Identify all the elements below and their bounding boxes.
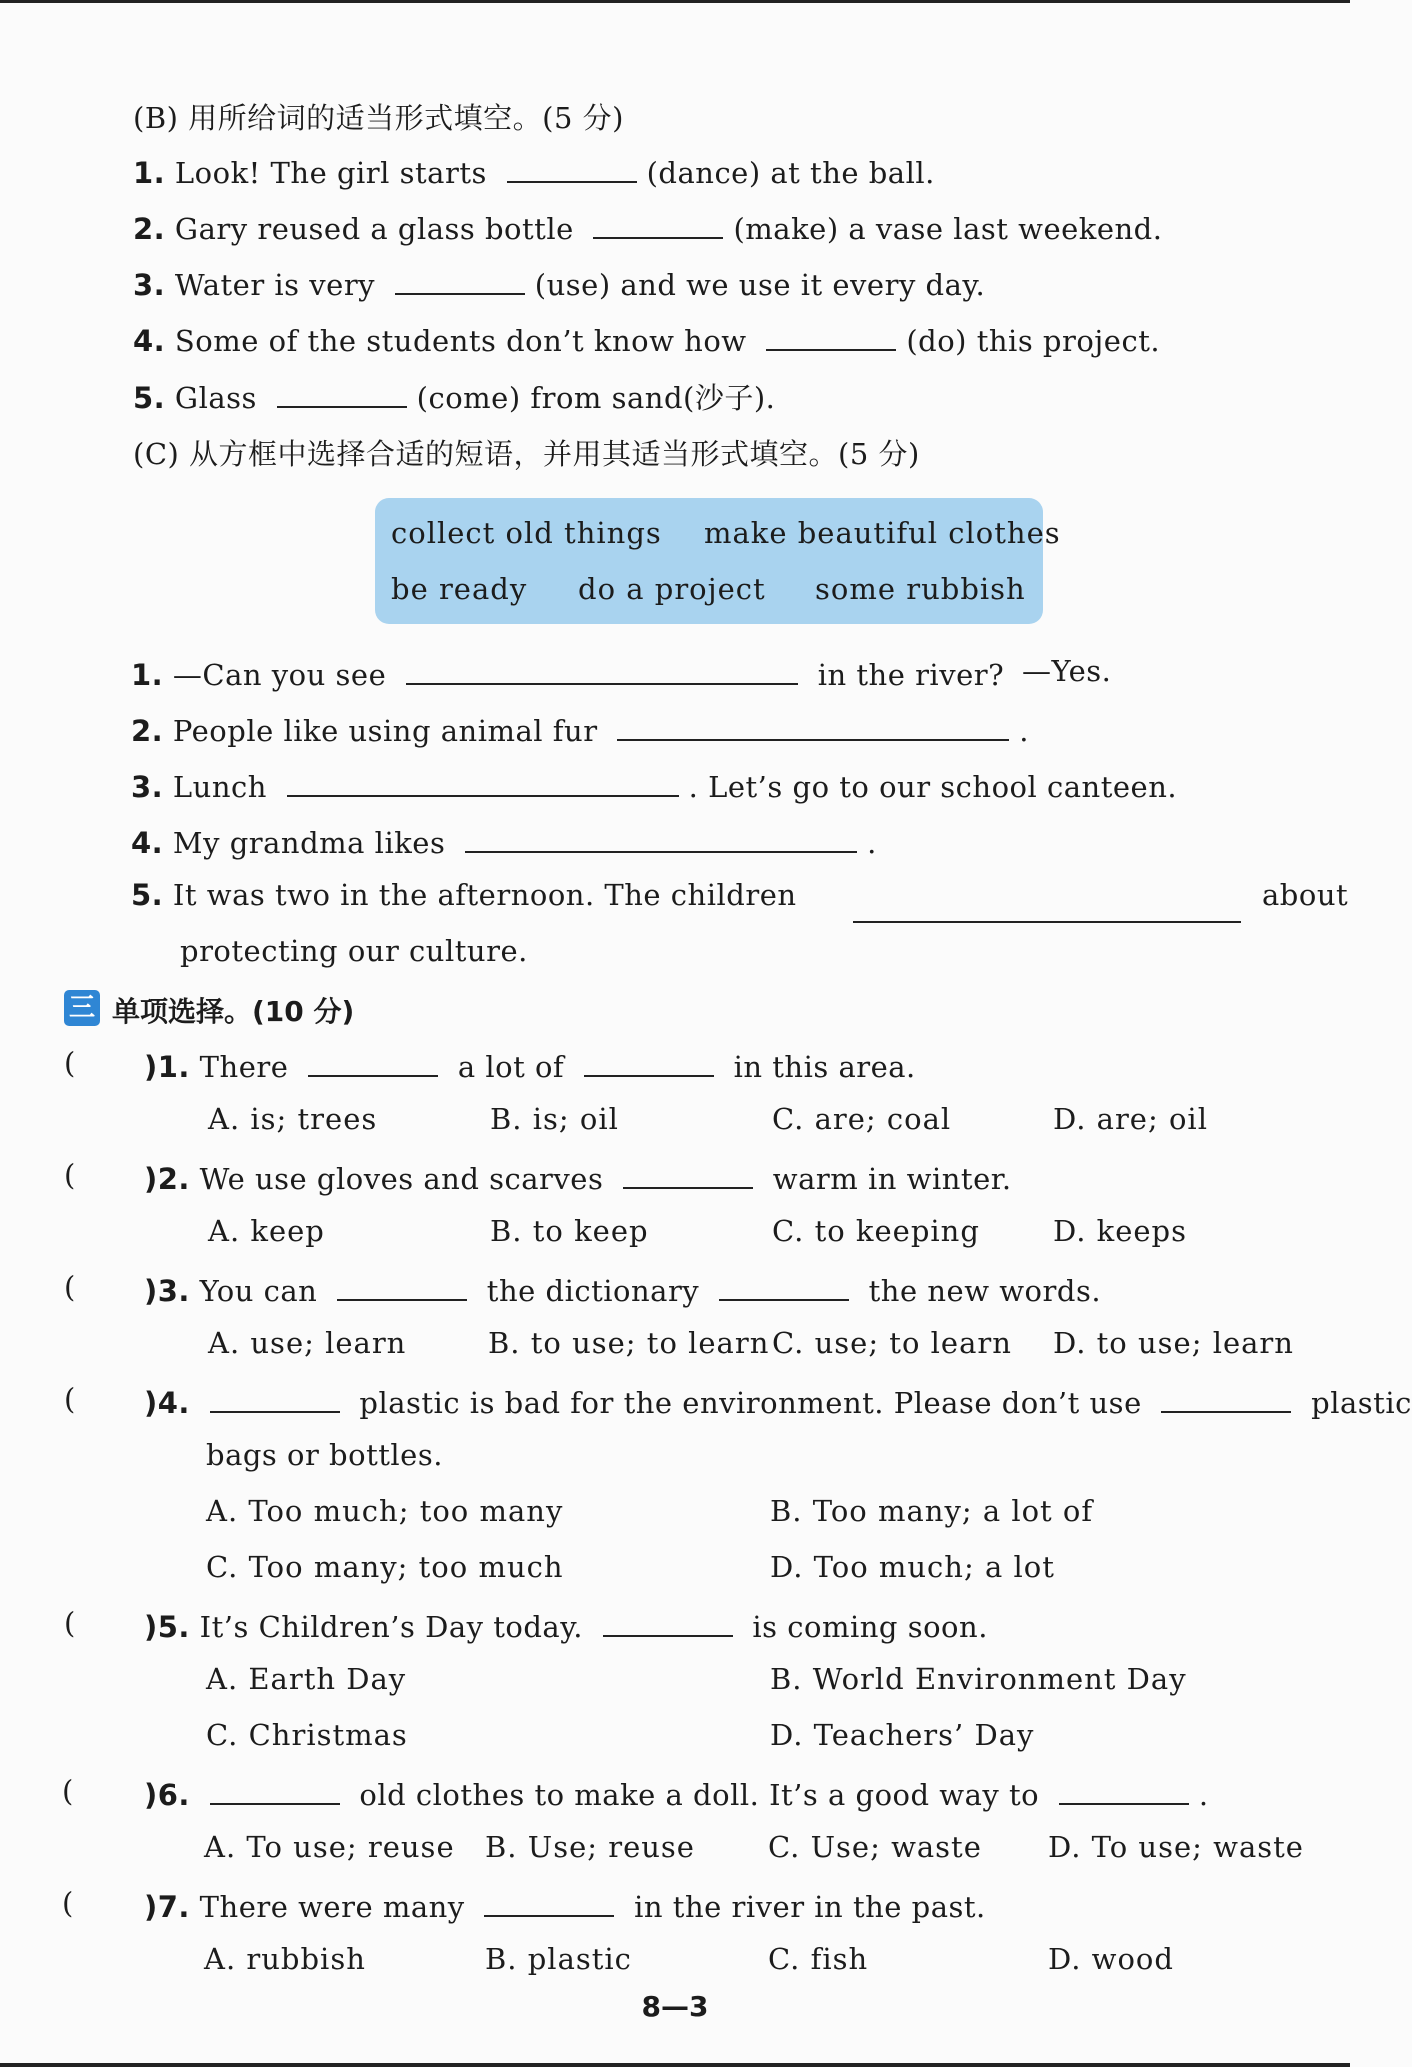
phrase: collect old things (391, 516, 662, 550)
answer-paren[interactable]: ( (64, 1382, 76, 1416)
stem-text: It’s Children’s Day today. (199, 1610, 583, 1644)
stem-text: There were many (199, 1890, 465, 1924)
answer-blank (584, 1046, 714, 1077)
option-b[interactable]: B. Too many; a lot of (770, 1494, 1094, 1528)
stem-text: You can (199, 1274, 318, 1308)
answer-blank[interactable] (395, 264, 525, 295)
section-number-icon: 三 (64, 990, 100, 1026)
answer-blank (603, 1606, 733, 1637)
option-c[interactable]: C. Christmas (206, 1718, 408, 1752)
answer-paren[interactable]: ( (62, 1774, 74, 1808)
item-text: (use) and we use it every day. (534, 268, 986, 302)
item-text: Some of the students don’t know how (174, 324, 747, 358)
answer-blank[interactable] (287, 766, 679, 797)
answer-paren[interactable]: ( (62, 1886, 74, 1920)
answer-blank (623, 1158, 753, 1189)
question-number: )4. (144, 1386, 190, 1420)
question-number: )1. (144, 1050, 190, 1084)
option-c[interactable]: C. fish (768, 1942, 869, 1976)
item-text: in the river? (817, 658, 1005, 692)
answer-blank[interactable] (593, 208, 723, 239)
answer-blank[interactable] (766, 320, 896, 351)
option-d[interactable]: D. Teachers’ Day (770, 1718, 1035, 1752)
option-c[interactable]: C. use; to learn (772, 1326, 1012, 1360)
question-5 (144, 1606, 988, 1644)
part-b-item-4 (133, 320, 1160, 358)
phrase-box (375, 498, 1061, 624)
part-c-item-5-cont: protecting our culture. (180, 934, 528, 968)
stem-text: plastic (1311, 1386, 1412, 1420)
item-text: It was two in the afternoon. The children (172, 878, 797, 912)
item-text: —Can you see (172, 658, 387, 692)
page-number: 8—3 (641, 1990, 709, 2023)
answer-blank (719, 1270, 849, 1301)
stem-text: plastic is bad for the environment. Please don’t use (359, 1386, 1142, 1420)
item-text: . Let’s go to our school canteen. (688, 770, 1178, 804)
item-text: Lunch (172, 770, 267, 804)
option-a[interactable]: A. Earth Day (206, 1662, 407, 1696)
answer-blank (210, 1382, 340, 1413)
answer-blank[interactable] (507, 152, 637, 183)
option-c[interactable]: C. to keeping (772, 1214, 980, 1248)
section-title: 单项选择。(10 分) (112, 995, 355, 1028)
stem-text: in the river in the past. (634, 1890, 986, 1924)
stem-text: We use gloves and scarves (199, 1162, 604, 1196)
answer-blank[interactable] (277, 377, 407, 408)
option-b[interactable]: B. plastic (485, 1942, 632, 1976)
part-c-item-2 (131, 710, 1029, 748)
option-c[interactable]: C. Too many; too much (206, 1550, 564, 1584)
question-number: )6. (144, 1778, 190, 1812)
question-number: )7. (144, 1890, 190, 1924)
answer-blank[interactable] (465, 822, 857, 853)
phrase: be ready (391, 572, 528, 606)
option-a[interactable]: A. is; trees (208, 1102, 378, 1136)
question-2 (144, 1158, 1012, 1196)
option-b[interactable]: B. to use; to learn (488, 1326, 770, 1360)
item-text: (dance) at the ball. (646, 156, 935, 190)
item-text: (come) from sand(沙子). (416, 381, 776, 415)
part-b-heading: (B) 用所给词的适当形式填空。(5 分) (133, 101, 624, 135)
answer-paren[interactable]: ( (64, 1158, 76, 1192)
question-number: )3. (144, 1274, 190, 1308)
item-text: Gary reused a glass bottle (174, 212, 574, 246)
part-c-item-4 (131, 822, 877, 860)
item-text: My grandma likes (172, 826, 446, 860)
item-number: 1. (133, 156, 166, 190)
option-b[interactable]: B. to keep (490, 1214, 649, 1248)
item-text: Water is very (174, 268, 376, 302)
item-number: 1. (131, 658, 164, 692)
question-4 (144, 1382, 1412, 1420)
option-a[interactable]: A. use; learn (208, 1326, 407, 1360)
option-b[interactable]: B. is; oil (490, 1102, 619, 1136)
stem-text: There (199, 1050, 289, 1084)
option-d[interactable]: D. To use; waste (1048, 1830, 1304, 1864)
item-text: . (867, 826, 877, 860)
stem-text: . (1198, 1778, 1209, 1812)
question-6 (144, 1774, 1209, 1812)
item-number: 3. (131, 770, 164, 804)
answer-blank (484, 1886, 614, 1917)
answer-blank (337, 1270, 467, 1301)
item-number: 4. (133, 324, 166, 358)
option-b[interactable]: B. Use; reuse (485, 1830, 695, 1864)
stem-text: a lot of (457, 1050, 565, 1084)
stem-text: the dictionary (486, 1274, 700, 1308)
item-number: 2. (133, 212, 166, 246)
stem-text: in this area. (733, 1050, 916, 1084)
answer-blank (1059, 1774, 1189, 1805)
option-a[interactable]: A. keep (208, 1214, 325, 1248)
part-c-item-3 (131, 766, 1177, 804)
question-number: )2. (144, 1162, 190, 1196)
part-b-item-1 (133, 152, 935, 190)
stem-text: warm in winter. (772, 1162, 1012, 1196)
item-text: Look! The girl starts (174, 156, 487, 190)
question-4-cont: bags or bottles. (206, 1438, 443, 1472)
item-text: Glass (174, 381, 257, 415)
answer-blank[interactable] (853, 892, 1241, 923)
item-text: about (1262, 878, 1349, 912)
question-7 (144, 1886, 986, 1924)
answer-blank (1161, 1382, 1291, 1413)
answer-blank[interactable] (406, 654, 798, 685)
part-b-item-3 (133, 264, 985, 302)
option-d[interactable]: D. are; oil (1053, 1102, 1208, 1136)
phrase: make beautiful clothes (704, 516, 1061, 550)
part-b-item-2 (133, 208, 1162, 246)
answer-blank (308, 1046, 438, 1077)
part-c-item-1-reply: —Yes. (1022, 654, 1112, 688)
question-1 (144, 1046, 916, 1084)
option-b[interactable]: B. World Environment Day (770, 1662, 1187, 1696)
stem-text: is coming soon. (752, 1610, 988, 1644)
option-c[interactable]: C. Use; waste (768, 1830, 982, 1864)
item-number: 3. (133, 268, 166, 302)
item-text: (do) this project. (906, 324, 1161, 358)
question-number: )5. (144, 1610, 190, 1644)
item-number: 4. (131, 826, 164, 860)
stem-text: old clothes to make a doll. It’s a good way to (359, 1778, 1040, 1812)
answer-paren[interactable]: ( (64, 1606, 76, 1640)
answer-paren[interactable]: ( (64, 1270, 76, 1304)
answer-paren[interactable]: ( (64, 1046, 76, 1080)
stem-text: the new words. (868, 1274, 1102, 1308)
option-d[interactable]: D. to use; learn (1053, 1326, 1294, 1360)
part-c-item-1 (131, 654, 1004, 692)
bottom-border (0, 2063, 1350, 2067)
option-c[interactable]: C. are; coal (772, 1102, 952, 1136)
part-c-item-5 (131, 878, 797, 912)
answer-blank (210, 1774, 340, 1805)
item-number: 5. (133, 381, 166, 415)
option-a[interactable]: A. Too much; too many (206, 1494, 564, 1528)
option-a[interactable]: A. To use; reuse (204, 1830, 455, 1864)
item-text: People like using animal fur (172, 714, 598, 748)
question-3 (144, 1270, 1101, 1308)
answer-blank[interactable] (617, 710, 1009, 741)
option-d[interactable]: D. keeps (1053, 1214, 1187, 1248)
part-b-item-5 (133, 376, 775, 417)
phrase: some rubbish (815, 572, 1026, 606)
option-d[interactable]: D. wood (1048, 1942, 1174, 1976)
item-number: 2. (131, 714, 164, 748)
item-text: (make) a vase last weekend. (733, 212, 1163, 246)
part-c-heading: (C) 从方框中选择合适的短语，并用其适当形式填空。(5 分) (133, 437, 920, 471)
option-a[interactable]: A. rubbish (204, 1942, 366, 1976)
phrase: do a project (578, 572, 766, 606)
item-text: . (1019, 714, 1030, 748)
top-border (0, 0, 1350, 3)
item-number: 5. (131, 878, 164, 912)
option-d[interactable]: D. Too much; a lot (770, 1550, 1055, 1584)
